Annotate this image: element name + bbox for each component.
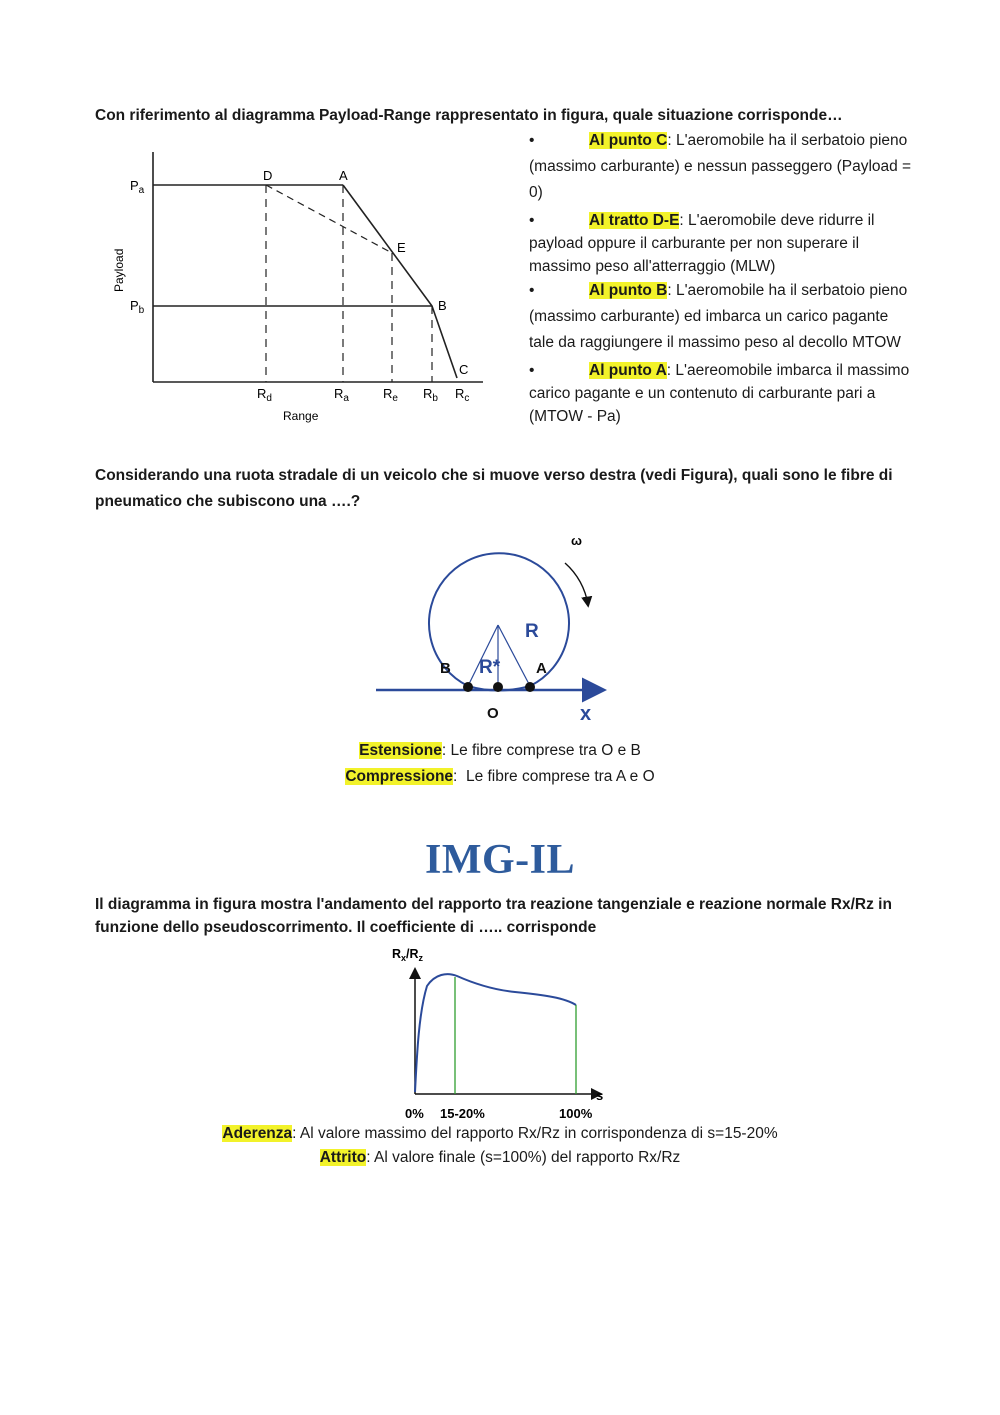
rx-rz-diagram	[385, 942, 620, 1127]
x-axis-title: Range	[283, 409, 319, 423]
y-axis-title: Payload	[112, 248, 126, 292]
point-b-label: B	[438, 298, 447, 313]
payload-range-diagram	[105, 140, 495, 430]
answer-head: Al tratto D-E	[589, 212, 680, 229]
d-e-dashed-line	[266, 185, 392, 253]
x-axis-label: s	[596, 1088, 604, 1103]
rx-rz-curve	[415, 974, 576, 1092]
point-c-label: C	[459, 362, 469, 377]
answer-item: • Al punto C: L'aeromobile ha il serbatoio pieno (massimo carburante) e nessun passeggero (Payload = 0)	[529, 132, 912, 201]
answer-text: : Le fibre comprese tra A e O	[453, 768, 655, 785]
rotation-arrow	[565, 563, 588, 605]
tick-ra: $R_a$	[334, 386, 349, 404]
answer-item: • Al punto B: L'aeromobile ha il serbatoio pieno (massimo carburante) ed imbarca un carico pagante tale da raggiungere il massimo peso al decollo MTOW	[529, 282, 908, 351]
answer-text: : L'aereomobile imbarca il massimo carico pagante e un contenuto di carburante pari a (MTOW - Pa)	[529, 362, 910, 425]
r-label: R	[525, 621, 539, 642]
answer-head: Compressione	[345, 768, 454, 785]
point-b	[463, 682, 473, 692]
tick-rc: $R_c$	[455, 386, 470, 404]
a-label: A	[536, 660, 547, 677]
question-rx-rz: Il diagramma in figura mostra l'andamento del rapporto tra reazione tangenziale e reazione normale Rx/Rz in funzione dello pseudoscorrimento. Il coefficiente di ….. corrisponde	[95, 896, 892, 936]
point-a-label: A	[339, 168, 348, 183]
tick-15-20: 15-20%	[440, 1106, 485, 1121]
b-label: B	[440, 660, 451, 677]
point-o	[493, 682, 503, 692]
section-title: IMG-IL	[425, 837, 575, 883]
point-d-label: D	[263, 168, 273, 183]
payload-range-answers	[529, 128, 914, 428]
answer-text: : Al valore finale (s=100%) del rapporto Rx/Rz	[366, 1149, 681, 1166]
pa-label: $P_a$	[130, 178, 145, 196]
answer-item: • Al punto A: L'aereomobile imbarca il massimo carico pagante e un contenuto di carburante pari a (MTOW - Pa)	[529, 362, 910, 425]
y-axis-label: $R_x/R_z$	[392, 947, 424, 963]
answer-text: : L'aeromobile deve ridurre il payload oppure il carburante per non superare il massimo peso all'atterraggio (MLW)	[529, 212, 875, 275]
omega-label: ω	[571, 533, 582, 548]
tick-re: $R_e$	[383, 386, 398, 404]
tick-rb: $R_b$	[423, 386, 438, 404]
envelope-line	[343, 185, 457, 378]
answer-line	[0, 742, 1000, 760]
answer-head: Al punto B	[589, 282, 668, 299]
answer-head: Aderenza	[222, 1125, 293, 1142]
answer-head: Attrito	[319, 1149, 367, 1166]
pb-label: $P_b$	[130, 298, 145, 316]
answer-item: • Al tratto D-E: L'aeromobile deve ridurre il payload oppure il carburante per non superare il massimo peso all'atterraggio (MLW)	[529, 212, 875, 275]
wheel-diagram	[370, 525, 620, 730]
answer-line	[0, 1125, 1000, 1143]
answer-head: Al punto C	[589, 132, 668, 149]
answer-text: : Al valore massimo del rapporto Rx/Rz in corrispondenza di s=15-20%	[292, 1125, 778, 1142]
point-e-label: E	[397, 240, 406, 255]
question-wheel: Considerando una ruota stradale di un veicolo che si muove verso destra (vedi Figura), quali sono le fibre di pneumatico che subiscono una ….?	[95, 467, 893, 510]
point-a	[525, 682, 535, 692]
x-label: x	[580, 703, 592, 725]
question-payload-range: Con riferimento al diagramma Payload-Range rappresentato in figura, quale situazione corrisponde…	[95, 107, 843, 124]
r-star-label: R*	[479, 657, 501, 678]
answer-line	[0, 768, 1000, 786]
answer-text: : L'aeromobile ha il serbatoio pieno (massimo carburante) e nessun passeggero (Payload = 0)	[529, 132, 912, 201]
answer-head: Estensione	[359, 742, 442, 759]
tick-0: 0%	[405, 1106, 424, 1121]
tick-100: 100%	[559, 1106, 593, 1121]
answer-line	[0, 1149, 1000, 1167]
answer-head: Al punto A	[589, 362, 667, 379]
o-label: O	[487, 705, 499, 722]
tick-rd: $R_d$	[257, 386, 272, 404]
answer-text: : Le fibre comprese tra O e B	[441, 742, 641, 759]
answer-text: : L'aeromobile ha il serbatoio pieno (massimo carburante) ed imbarca un carico pagante tale da raggiungere il massimo peso al decollo MTOW	[529, 282, 908, 351]
